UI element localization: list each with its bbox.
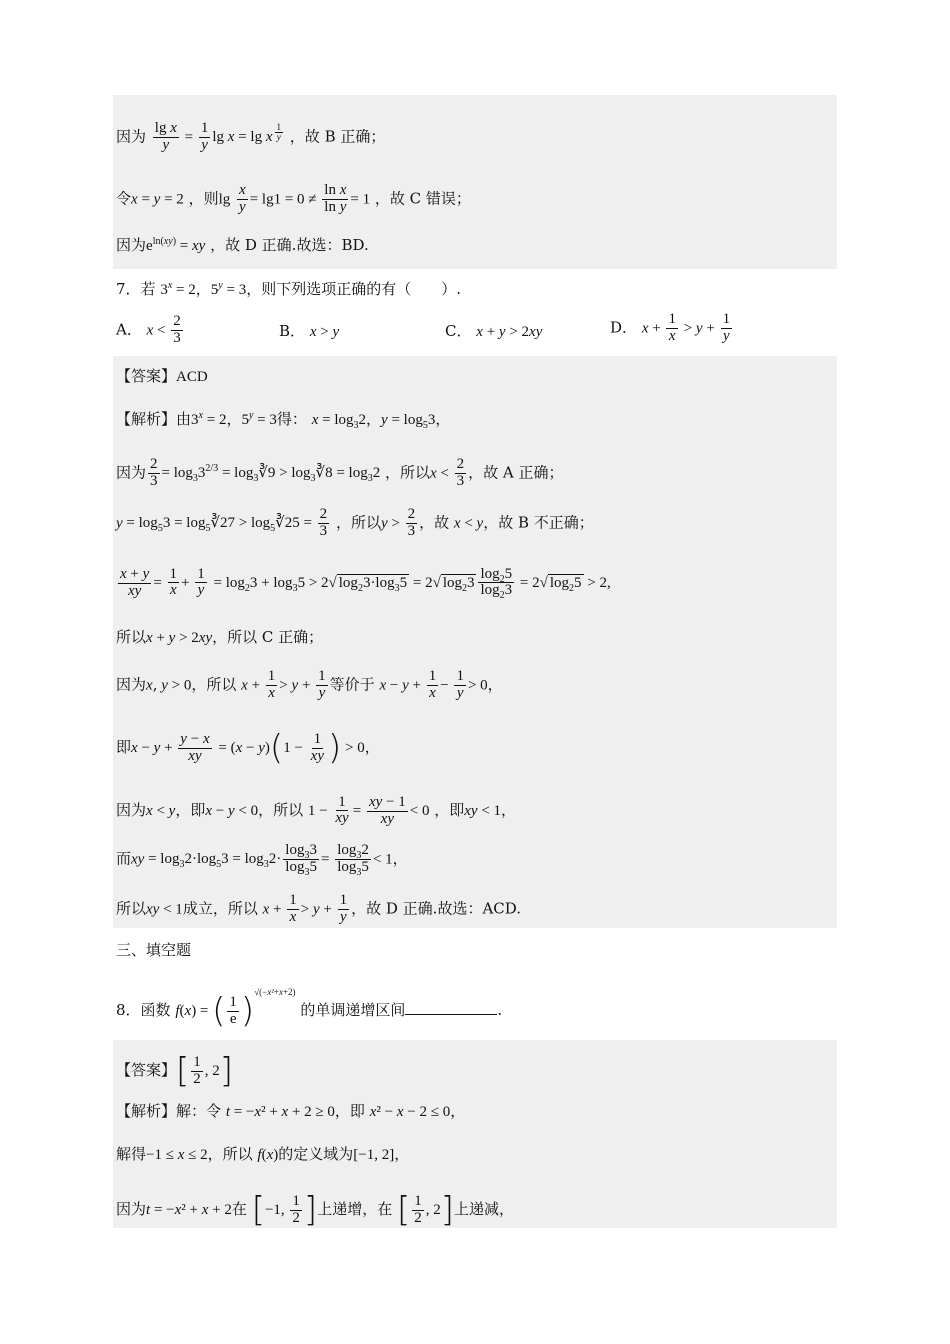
q7-analysis-9: 而xy = $\log_32\cdot\log_53 = \log_32\cdot$ $\frac{\log_33}{\log_35}$ = $\frac{\log_32}{\log_35}$ < 1，	[116, 842, 408, 878]
section-title: 三、填空题	[116, 941, 192, 959]
q7-analysis-4: $\frac{x + y}{xy}$ = $\frac{1}{x}$ + $\frac{1}{y}$ = $\log_23 + \log_35 > 2√$ $\log_23\cdot\log_35 = 2√$ $\log_23$ $\frac{\log_25}{\log_23}$ = 2√ $\log_25 > 2$,	[120, 565, 611, 602]
q7-analysis-10: 所以xy < 1成立，所以 x + $\frac{1}{x}$ > y + $\frac{1}{y}$ ，故 D 正确.故选：ACD.	[116, 892, 522, 925]
q7-option-a: A． x < $\frac{2}{3}$	[116, 313, 181, 346]
q7-analysis-6: 因为x, y > 0，所以 x + $\frac{1}{x}$ > y + $\frac{1}{y}$ 等价于 x − y + $\frac{1}{x}$ − $\frac{1}{y}$ > 0，	[116, 668, 503, 701]
q7-option-c: C． x + y > 2xy	[445, 322, 543, 340]
q7-answer: 【答案】ACD	[116, 367, 208, 385]
q7-analysis-1: 【解析】由$3^x = 2$，$5^y = 3$得： $x = \log_32$，$y = \log_53$，	[116, 410, 451, 431]
q8-answer: 【答案】[ $\frac{1}{2}$ , 2]	[116, 1051, 234, 1091]
q7-option-b: B． x > y	[279, 322, 340, 340]
q8-analysis-1: 【解析】解：令 t = −x² + x + 2 ≥ 0，即 x² − x − 2 ≤ 0，	[116, 1102, 466, 1120]
q7-analysis-8: 因为x < y，即x − y < 0，所以 1 − $\frac{1}{xy}$ = $\frac{xy - 1}{xy}$ < 0 ，即xy < 1，	[116, 793, 517, 827]
q7-analysis-2: 因为 $\frac{2}{3}$ = $\log_33^{2/3}$ = $\log_3∛9$ > $\log_3∛8 = \log_32$ ，所以x < $\frac{2}{3}$ ，故 A 正确；	[116, 456, 564, 489]
q7-analysis-5: 所以x + y > 2xy，所以 C 正确；	[116, 628, 324, 646]
q7-stem: 7．若 $3^x = 2$，$5^y = 3$，则下列选项正确的有（ ）.	[116, 280, 461, 298]
q6-line-b: 因为 $\frac{\text{lg x}}{y}$ = $\frac{1}{y}$ lg x = lg x $^{\frac{1}{y}}$ ，故 B 正确；	[116, 120, 386, 153]
q7-option-d: D． x + $\frac{1}{x}$ > y + $\frac{1}{y}$	[610, 311, 731, 344]
q8-stem: 8．函数 f(x) = ( $\frac{1}{e}$ )$^{√(-x^2+x+2)}$ 的单调递增区间 .	[116, 987, 503, 1031]
q8-analysis-2: 解得−1 ≤ x ≤ 2，所以 f(x)的定义域为[−1, 2]，	[116, 1145, 410, 1163]
q6-line-c: 令x = y = 2 ，则lg $\frac{x}{y}$ = lg1 = 0 ≠ $\frac{\text{ln x}}{\text{ln y}}$ = 1 ，故 C 错误；	[116, 182, 471, 215]
q8-analysis-3: 因为t = −x² + x + 2在 [−1, $\frac{1}{2}$ ]上递增，在 [ $\frac{1}{2}$ , 2]上递减，	[116, 1190, 515, 1230]
q6-line-d: 因为$e^{ln(xy)}$ = xy ，故 D 正确.故选：BD.	[116, 236, 369, 254]
q7-analysis-3: $y = \log_53$ = $\log_5∛27$ > $\log_5∛25$ = $\frac{2}{3}$ ，所以y > $\frac{2}{3}$ ，故 x < y，故 B 不正确；	[116, 506, 594, 539]
q7-analysis-7: 即x − y + $\frac{y - x}{xy}$ = (x − y)(1 − $\frac{1}{xy}$ ) > 0，	[116, 728, 380, 768]
